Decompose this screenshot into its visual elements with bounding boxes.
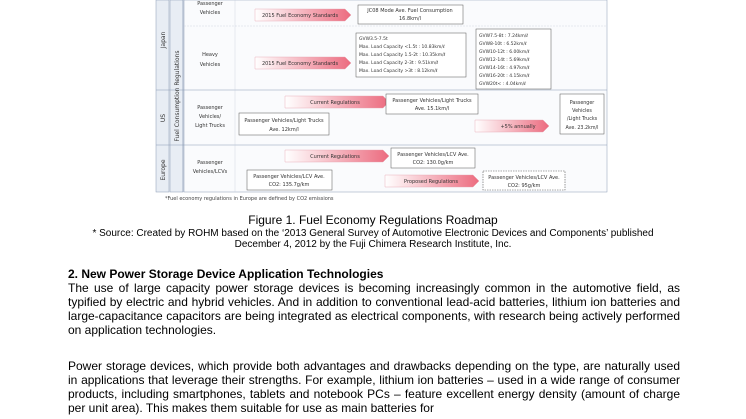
row2-start-line2: Ave. 12km/l [269,127,299,133]
row3-arrow2-label: Proposed Regulations [404,179,458,185]
row3-end-line2: CO2: 95g/km [507,183,541,189]
row2-arrow2-label: +5% annually [500,124,536,130]
row0-box-line1: JC08 Mode Ave. Fuel Consumption [367,8,453,14]
row1-vehicle-line2: Vehicles [199,62,221,68]
paragraph-2: Power storage devices, which provide both advantages and drawbacks depending on the type, are naturally used in applications that leverage their strengths. For example, lithium ion batteries – used in a wide range of consumer products, including smartphones, tablets and notebook PCs – feature excellent energy density (amount of charge per unit area). This makes them suitable for use as main batteries for [68,359,680,415]
row3-mid-line2: CO2: 130.0g/km [412,160,454,166]
row1-heavy-line6: GVW16-20t : 4.15km/ℓ [479,74,530,79]
row2-end-line1: Passenger [569,101,595,106]
row3-vehicle-line2: Vehicles/LCVs [192,169,228,175]
row3-end-line1: Passenger Vehicles/LCV Ave. [488,175,560,181]
row2-arrow-label: Current Regulations [310,100,360,106]
row0-box-line2: 16.8km/l [399,16,421,22]
row0-vehicle-line2: Vehicles [199,10,221,16]
figure-footnote: *Fuel economy regulations in Europe are defined by CO2 emissions [165,196,334,202]
row2-end-line3: /Light Trucks [566,117,598,122]
row1-heavy-line4: GVW12-14t : 5.69km/ℓ [479,58,530,63]
row2-end-line4: Ave. 23.2km/l [565,126,599,131]
row0-vehicle-line1: Passenger [197,1,223,7]
region-label-us: US [160,113,167,123]
row2-vehicle-line1: Passenger [197,105,223,111]
row2-mid-line1: Passenger Vehicles/Light Trucks [392,98,472,104]
row2-vehicle-line2: Vehicles/ [198,114,222,120]
row1-light-line5: Max. Load Capacity >3t : 8.12km/ℓ [359,69,438,74]
row1-vehicle-line1: Heavy [202,52,218,58]
region-label-japan: Japan [160,31,167,49]
row0-arrow-label: 2015 Fuel Economy Standards [261,13,339,19]
figure-caption: Figure 1. Fuel Economy Regulations Roadmap [248,213,498,227]
row3-start-line2: CO2: 135.7g/km [268,182,310,188]
paragraph-1: The use of large capacity power storage devices is becoming increasingly common in the automotive field, as typified by electric and hybrid vehicles. And in addition to conventional lead-acid batteries, lithium ion batteries and large-capacitance capacitors are being integrated as electrical components, with research being actively performed on application technologies. [68,281,680,337]
region-label-europe: Europe [160,159,167,181]
row2-end-line2: Vehicles [572,109,592,114]
fuel-economy-roadmap-figure [155,0,609,196]
row3-arrow-label: Current Regulations [310,154,360,160]
row1-heavy-line2: GVW8-10t : 6.52km/ℓ [479,42,527,47]
figure-source-line2: December 4, 2012 by the Fuji Chimera Research Institute, Inc. [234,239,512,250]
row1-heavy-line3: GVW10-12t : 6.00km/ℓ [479,50,530,55]
figure-source-line1: * Source: Created by ROHM based on the ‘2013 General Survey of Automotive Electronic Devices and Components’ published [92,228,654,239]
row1-light-line4: Max. Load Capacity 2-3t : 9.51km/ℓ [359,61,439,66]
row1-heavy-line7: GVW20t< : 4.04km/ℓ [479,82,527,87]
figure-source [0,228,746,250]
row1-light-line1: GVW3.5-7.5t [359,37,388,42]
row1-light-line2: Max. Load Capacity <1.5t : 10.83km/ℓ [359,45,445,50]
row1-light-line3: Max. Load Capacity 1.5-2t : 10.35km/ℓ [359,53,446,58]
row3-vehicle-line1: Passenger [197,160,223,166]
row2-vehicle-line3: Light Trucks [195,123,225,129]
section-heading: 2. New Power Storage Device Application Technologies [68,267,384,281]
row3-mid-line1: Passenger Vehicles/LCV Ave. [397,152,469,158]
row1-arrow-label: 2015 Fuel Economy Standards [261,61,339,67]
row2-start-line1: Passenger Vehicles/Light Trucks [244,118,324,124]
row2-mid-line2: Ave. 15.1km/l [414,106,450,112]
category-label: Fuel Consumption Regulations [174,50,181,142]
row3-start-line1: Passenger Vehicles/LCV Ave. [253,174,325,180]
row1-heavy-line1: GVW7.5-8t : 7.24km/ℓ [479,34,529,39]
row1-heavy-line5: GVW14-16t : 4.97km/ℓ [479,66,530,71]
